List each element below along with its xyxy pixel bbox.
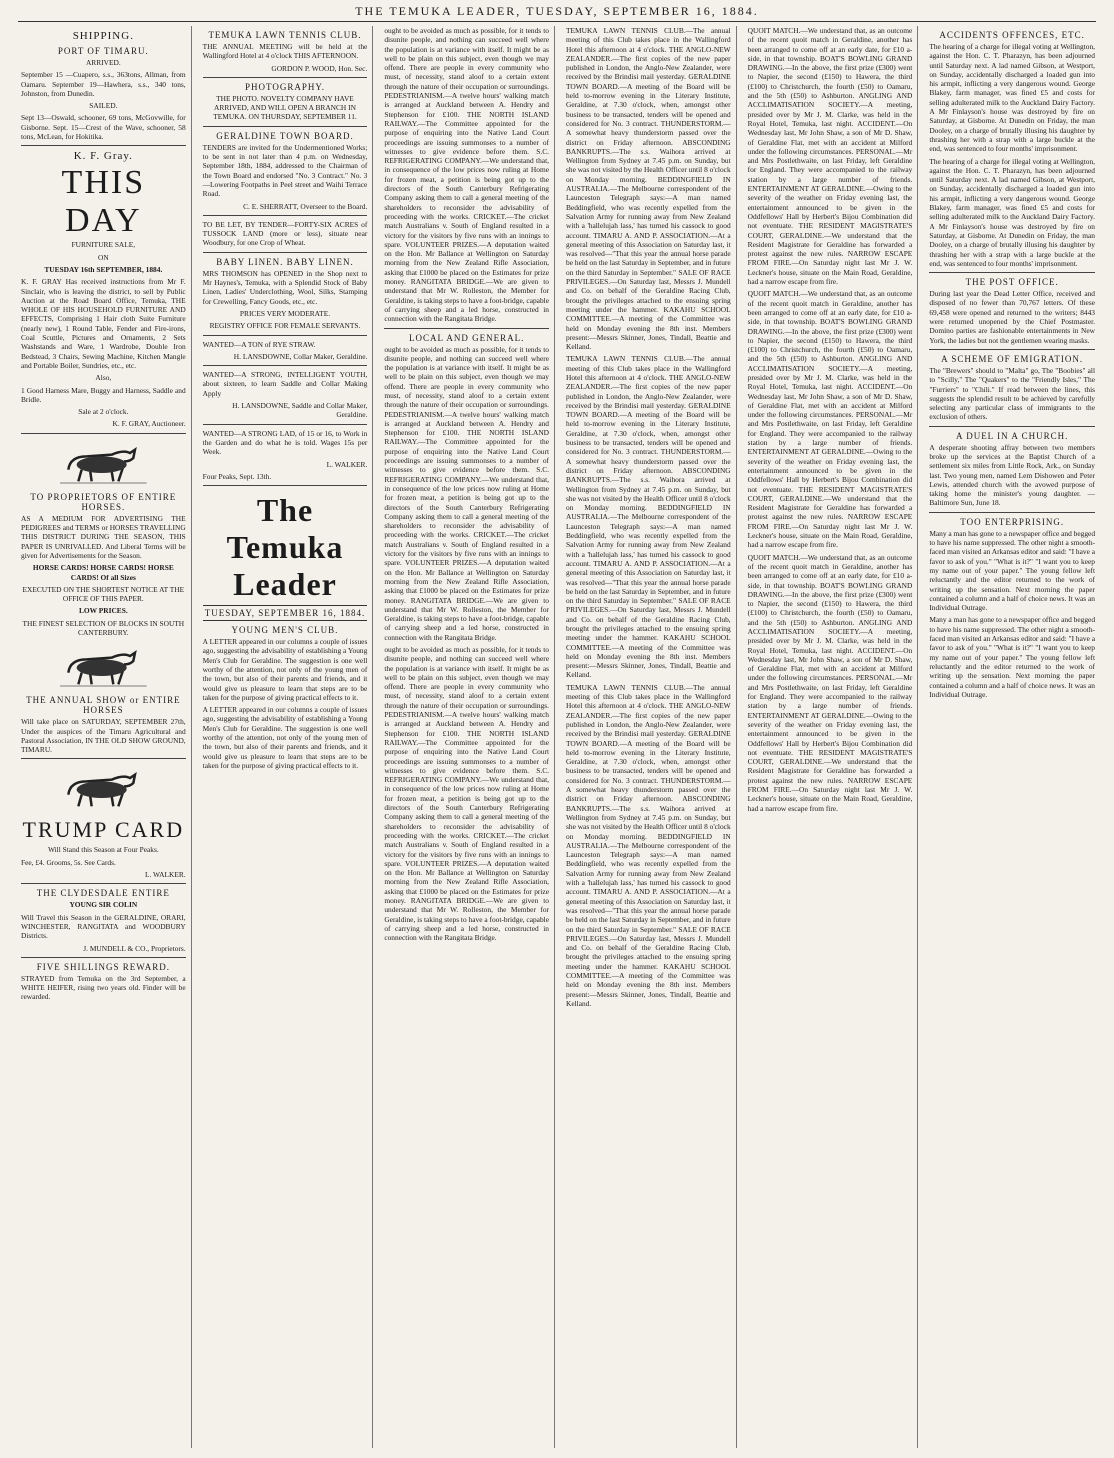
proprietors-text: AS A MEDIUM FOR ADVERTISING THE PEDIGREES and TERMS or HORSES TRAVELLING THIS DISTRICT DURING THE SEASON, THIS PAPER IS UNRIVALLED. And Liberal Terms will be given for Advertisements for the Season.: [21, 513, 186, 560]
post-office-text: During last year the Dead Letter Office, received and disposed of no fewer than 70,767 letters. Of these 69,458 were opened and returned to the writers; 8443 were returned unopened by the Chief Postmaster. Domino parties are fashionable entertainments in New York, the ladies but not the gentlemen wearing masks.: [929, 289, 1095, 345]
newspaper-columns: [16, 26, 1100, 1448]
proprietors-heading: TO PROPRIETORS OF ENTIRE HORSES.: [30, 491, 177, 512]
divider: [929, 512, 1095, 513]
divider: [929, 272, 1095, 273]
divider: [203, 77, 368, 78]
divider: [384, 328, 549, 329]
geraldine-heading: GERALDINE TOWN BOARD.: [216, 130, 354, 141]
article-text-continued: TEMUKA LAWN TENNIS CLUB.—The annual meeting of this Club takes place in the Wallingford Hotel this afternoon at 4 o'clock. THE ANGLO-NEW ZEALANDER.—The first copies of the new paper published in London, the Anglo-New Zealander, were received by the Brindisi mail yesterday. GERALDINE TOWN BOARD.—A meeting of the Board will be held to-morrow evening in the Literary Institute, Geraldine, at 7.30 o'clock, when, amongst other business to be transacted, tenders will be opened and considered for No. 3 contract. THUNDERSTORM.—A somewhat heavy thunderstorm passed over the district on Friday afternoon. ABSCONDING BANKRUPTS.—The s.s. Waihora arrived at Wellington from Sydney at 7.45 p.m. on Sunday, but she was not visited by the Health Officer until 8 o'clock on Monday morning. BEDDINGFIELD IN AUSTRALIA.—The Melbourne correspondent of the Launceston Telegraph says:—A man named Beddingfield, who was recently expelled from the Salvation Army for running away from New Zealand with a 'hallelujah lass,' has turned his cassock to good account. TIMARU A. AND P. ASSOCIATION.—At a general meeting of this Association on Saturday last, it was resolved—"That this year the annual horse parade be held on the last Saturday in September, and in future on the third Saturday in September." SALE OF RACE PRIVILEGES.—On Saturday last, Messrs J. Mundell and Co. on behalf of the Geraldine Racing Club, brought the privileges attached to the ensuing spring meeting under the hammer. KAKAHU SCHOOL COMMITTEE.—A meeting of the Committee was held on Monday evening the 8th inst. Members present:—Messrs Skinner, Jones, Tindall, Beattie and Kelland.: [566, 682, 731, 1008]
newspaper-dateline: TUESDAY, SEPTEMBER 16, 1884.: [203, 605, 368, 621]
arrived-text: September 15 —Cuapero, s.s., 363tons, Allman, from Oamaru. September 19—Hawhera, s.s., 340 tons, Johnston, from Dunedin.: [21, 70, 186, 98]
duel-text: A desperate shooting affray between two members broke up the services at the Baptist Church of a settlement six miles from Little Rock, Ark., on Sunday last. Two young men, named Lem Dishowen and Peter Lewis, attended church with the avowed purpose of taking home the minister's young daughter. —Baltimore Sun, June 18.: [929, 442, 1095, 508]
emigration-heading: A SCHEME OF EMIGRATION.: [941, 353, 1084, 364]
trump-card-heading: TRUMP CARD: [22, 817, 185, 843]
divider: [203, 365, 368, 366]
divider: [203, 215, 368, 216]
trump-signature: L. WALKER.: [144, 870, 186, 880]
sherratt-signature: C. E. SHERRATT, Overseer to the Board.: [243, 201, 368, 211]
enterprising-text: Many a man has gone to a newspaper office and begged to have his name suppressed. The other night a smooth-faced man visited an Arkansas editor and said: "I have a favor to ask of you." "What is it?" "I want you to keep my name out of your paper." The young fellow left reluctantly and the editor returned to the work of writing up the sensation. Next morning the paper contained a column and a half of choice news. It was an Individual Outrage.: [929, 528, 1096, 613]
column-2: [198, 26, 374, 1448]
this-day-heading: THIS DAY: [61, 164, 146, 240]
registry-office: REGISTRY OFFICE FOR FEMALE SERVANTS.: [209, 321, 361, 331]
young-mens-club-text: A LETTER appeared in our columns a couple of issues ago, suggesting the advisability of establishing a Young Men's Club for Geraldine. The suggestion is one well worthy of the attention, not only of the young men of the town, but also of their parents and friends, and it would give us pleasure to learn that steps are to be taken for the purpose of giving practical effects to it.: [202, 637, 368, 702]
reward-heading: FIVE SHILLINGS REWARD.: [36, 961, 170, 972]
divider: [203, 252, 368, 253]
furniture-sale-heading: FURNITURE SALE,: [71, 240, 136, 250]
divider: [929, 349, 1095, 350]
divider: [929, 426, 1095, 427]
newspaper-title: The Temuka Leader: [226, 492, 344, 603]
tennis-signature: GORDON P. WOOD, Hon. Sec.: [271, 63, 368, 73]
photography-heading: PHOTOGRAPHY.: [245, 81, 325, 92]
trump-text: Will Stand this Season at Four Peaks.: [47, 845, 159, 855]
divider: [203, 335, 368, 336]
tennis-text: THE ANNUAL MEETING will be held at the Wallingford Hotel at 4 o'clock THIS AFTERNOON.: [202, 42, 368, 61]
horse-illustration: [21, 438, 186, 488]
column-5: [743, 26, 919, 1448]
divider: [21, 433, 186, 434]
tennis-heading: TEMUKA LAWN TENNIS CLUB.: [208, 30, 362, 40]
baby-linen-text: MRS THOMSON has OPENED in the Shop next to Mr Haynes's, Temuka, with a Splendid Stock of Baby Linen, Ladies' Underclothing, Wool, Silks, Stamping for Crewelling, Fancy Goods, etc., etc.: [202, 268, 368, 306]
trump-fee: Fee, £4. Grooms, 5s. See Cards.: [21, 857, 116, 867]
sale-date: TUESDAY 16th SEPTEMBER, 1884.: [44, 264, 163, 274]
low-prices: LOW PRICES.: [78, 606, 128, 616]
horse-cards: HORSE CARDS! HORSE CARDS! HORSE CARDS! Of all Sizes: [32, 563, 174, 582]
sailed-text: Sept 13—Oswald, schooner, 69 tons, McGovwille, for Gisborne. Sept. 15—Crest of the Wave, schooner, 58 tons, McLean, for Hokitika.: [21, 113, 186, 142]
article-text-continued: ought to be avoided as much as possible, for it tends to disunite people, and nothing can succeed well where the population is at variance with itself. It might be as well to be plain on this subject, even though we may offend. There are people in every community who must, of necessity, stand aloof to a certain extent through the nature of their occupation or surroundings. PEDESTRIANISM.—A twelve hours' walking match is arranged at Auckland between A. Hendry and Stephenson for £100. THE NORTH ISLAND RAILWAY.—The Committee appointed for the purpose of enquiring into the Native Land Court proceedings are issuing summonses to a number of witnesses to give evidence before them. S.C. REFRIGERATING COMPANY.—We understand that, in consequence of the low prices now ruling at Home for frozen meat, a petition is being got up to the directors of the South Canterbury Refrigerating Company asking them to call a general meeting of the shareholders to reconsider the advisability of proceeding with the works. CRICKET.—The cricket match Australians v. South of England resulted in a victory for the visitors by five runs with an innings to spare. VOLUNTEER PRIZES.—A deputation waited on the Hon. Mr Ballance at Wellington on Saturday morning from the New Zealand Rifle Association, asking that £1000 be placed on the Estimates for prize money. RANGITATA BRIDGE.—We are given to understand that Mr W. Rolleston, the Member for Geraldine, is taking steps to have a foot-bridge, capable of carrying sheep and a led horse, constructed in connection with the Rangitata Bridge.: [384, 645, 549, 943]
article-text: QUOIT MATCH.—We understand that, as an outcome of the recent quoit match in Geraldine, another has been arranged to come off at an early date, for £10 a-side, in that township. BOAT'S BOWLING GRAND DRAWING.—In the above, the first prize (£300) went to Napier, the second (£150) to Hawera, the third (£100) to Christchurch, the fourth (£50) to Oamaru, and the 5th (£50) to Ashburton. ANGLING AND ACCLIMATISATION SOCIETY.—A meeting, presided over by Mr J. M. Clarke, was held in the Royal Hotel, Temuka, last night. ACCIDENT.—On Wednesday last, Mr John Shaw, a son of Mr D. Shaw, of Geraldine Flat, met with an accident at Milford under the following circumstances. PERSONAL.—Mr and Mrs Postlethwaite, on last Friday, left Geraldine for England. They were accompanied to the railway station by a large number of friends. ENTERTAINMENT AT GERALDINE.—Owing to the severity of the weather on Friday evening last, the entertainment announced to be given in the Oddfellows' Hall by Herbert's Bijou Combination did not eventuate. THE RESIDENT MAGISTRATE'S COURT, GERALDINE.—We understand that the Resident Magistrate for Geraldine has forwarded a protest against the new rules. NARROW ESCAPE FROM FIRE.—On Saturday night last Mr J. W. Leckner's house, situate on the Main Road, Geraldine, had a narrow escape from fire.: [747, 26, 913, 287]
prices-moderate: PRICES VERY MODERATE.: [239, 308, 331, 318]
enterprising-heading: TOO ENTERPRISING.: [960, 516, 1065, 527]
port-heading: PORT OF TIMARU.: [57, 46, 149, 56]
sale-text: K. F. GRAY Has received instructions from Mr F. Sinclair, who is leaving the district, to sell by Public Auction at the Road Board Office, Temuka, THE WHOLE OF HIS HOUSEHOLD FURNITURE AND EFFECTS, Comprising 1 Hair cloth Suite Furniture (nearly new), 1 Round Table, Fender and Fire-irons, Coal Scuttle, Pictures and Ornaments, 2 Sets Washstands and Ware, 1 Wardrobe, Double Iron Bedstead, 3 Chairs, Sewing Machine, Kitchen Mangle and Portable Boiler, Sundries, etc., etc.: [21, 277, 186, 370]
accidents-heading: ACCIDENTS OFFENCES, ETC.: [939, 30, 1085, 40]
colin-text: Will Travel this Season in the GERALDINE, ORARI, WINCHESTER, RANGITATA and WOODBURY Districts.: [21, 912, 186, 941]
local-general-heading: LOCAL AND GENERAL.: [408, 332, 525, 343]
to-let-text: TO BE LET, BY TENDER—FORTY-SIX ACRES of TUSSOCK LAND (more or less), situate near Woodbury, for one Crop of Wheat.: [202, 219, 368, 248]
divider: [21, 883, 186, 884]
divider: [21, 957, 186, 958]
shipping-heading: SHIPPING.: [72, 30, 134, 42]
accidents-text: The hearing of a charge for illegal voting at Wellington, against the Hon. C. T. Pharazyn, has been adjourned until Saturday next. A lad named Gibson, at Westport, on Sunday, accidentally discharged a loaded gun into his armpit, inflicting a very dangerous wound. George Blakey, farm manager, was fined £5 and costs for selling adulterated milk to the Auckland Dairy Factory. A Mr Finlayson's house was destroyed by fire on Saturday, at Gisborne. At Dunedin on Friday, the man Dooley, on a charge of brutally illusing his daughter by thrashing her with a strap with a large buckle at the end, was sentenced to four months' imprisonment.: [929, 42, 1095, 154]
column-1: [16, 26, 192, 1448]
tenders-text: TENDERS are invited for the Undermentioned Works; to be sent in not later than 4 p.m. on Wednesday, September 18th, 1884, addressed to the Chairman of the Town Board and endorsed "No. 3 Contract." No. 3—Lowering Footpaths in Peel street and Waihi Terrace Road.: [202, 142, 368, 199]
baby-linen-heading: BABY LINEN. BABY LINEN.: [216, 256, 354, 267]
clydesdale-heading: THE CLYDESDALE ENTIRE: [36, 888, 170, 899]
sale-time: Sale at 2 o'clock.: [78, 407, 129, 417]
young-mens-club-heading: YOUNG MEN'S CLUB.: [231, 625, 339, 636]
article-text-continued: QUOIT MATCH.—We understand that, as an outcome of the recent quoit match in Geraldine, another has been arranged to come off at an early date, for £10 a-side, in that township. BOAT'S BOWLING GRAND DRAWING.—In the above, the first prize (£300) went to Napier, the second (£150) to Hawera, the third (£100) to Christchurch, the fourth (£50) to Oamaru, and the 5th (£50) to Ashburton. ANGLING AND ACCLIMATISATION SOCIETY.—A meeting, presided over by Mr J. M. Clarke, was held in the Royal Hotel, Temuka, last night. ACCIDENT.—On Wednesday last, Mr John Shaw, a son of Mr D. Shaw, of Geraldine Flat, met with an accident at Milford under the following circumstances. PERSONAL.—Mr and Mrs Postlethwaite, on last Friday, left Geraldine for England. They were accompanied to the railway station by a large number of friends. ENTERTAINMENT AT GERALDINE.—Owing to the severity of the weather on Friday evening last, the entertainment announced to be given in the Oddfellows' Hall by Herbert's Bijou Combination did not eventuate. THE RESIDENT MAGISTRATE'S COURT, GERALDINE.—We understand that the Resident Magistrate for Geraldine has forwarded a protest against the new rules. NARROW ESCAPE FROM FIRE.—On Saturday night last Mr J. W. Leckner's house, situate on the Main Road, Geraldine, had a narrow escape from fire.: [747, 289, 913, 550]
divider: [21, 758, 186, 759]
divider: [203, 424, 368, 425]
masthead-title: THE TEMUKA LEADER, TUESDAY, SEPTEMBER 16, 1884.: [355, 4, 759, 18]
four-peaks-date: Four Peaks, Sept. 13th.: [202, 471, 272, 481]
post-office-heading: THE POST OFFICE.: [965, 277, 1059, 288]
enterprising-text-continued: Many a man has gone to a newspaper office and begged to have his name suppressed. The other night a smooth-faced man visited an Arkansas editor and said: "I have a favor to ask of you." "What is it?" "I want you to keep my name out of your paper." The young fellow left reluctantly and the editor returned to the work of writing up the sensation. Next morning the paper contained a column and a half of choice news. It was an Individual Outrage.: [929, 615, 1096, 699]
walker-signature: L. WALKER.: [326, 459, 368, 469]
column-3: [379, 26, 555, 1448]
divider: [21, 145, 186, 146]
column-6: [924, 26, 1100, 1448]
young-mens-club-text-continued: A LETTER appeared in our columns a couple of issues ago, suggesting the advisability of establishing a Young Men's Club for Geraldine. The suggestion is one well worthy of the attention, not only of the young men of the town, but also of their parents and friends, and it would give us pleasure to learn that steps are to be taken for the purpose of giving practical effects to it.: [202, 705, 368, 770]
article-text: ought to be avoided as much as possible, for it tends to disunite people, and nothing can succeed well where the population is at variance with itself. It might be as well to be plain on this subject, even though we may offend. There are people in every community who must, of necessity, stand aloof to a certain extent through the nature of their occupation or surroundings. PEDESTRIANISM.—A twelve hours' walking match is arranged at Auckland between A. Hendry and Stephenson for £100. THE NORTH ISLAND RAILWAY.—The Committee appointed for the purpose of enquiring into the Native Land Court proceedings are issuing summonses to a number of witnesses to give evidence before them. S.C. REFRIGERATING COMPANY.—We understand that, in consequence of the low prices now ruling at Home for frozen meat, a petition is being got up to the directors of the South Canterbury Refrigerating Company asking them to call a general meeting of the shareholders to reconsider the advisability of proceeding with the works. CRICKET.—The cricket match Australians v. South of England resulted in a victory for the visitors by five runs with an innings to spare. VOLUNTEER PRIZES.—A deputation waited on the Hon. Mr Ballance at Wellington on Saturday morning from the New Zealand Rifle Association, asking that £1000 be placed on the Estimates for prize money. RANGITATA BRIDGE.—We are given to understand that Mr W. Rolleston, the Member for Geraldine, is taking steps to have a foot-bridge, capable of carrying sheep and a led horse, constructed in connection with the Rangitata Bridge.: [384, 26, 549, 324]
executed-notice: EXECUTED ON THE SHORTEST NOTICE AT THE OFFICE OF THIS PAPER.: [22, 584, 185, 604]
emigration-text: The "Brewers" should to "Malta" go, The "Boobies" all to "Scilly," The "Quakers" to the "Friendly Isles," The "Furriers" to "Chili." If read between the lines, this suggests the splendid result to be achieved by carefully selecting any particular class of immigrants to the exclusion of others.: [929, 365, 1095, 422]
article-text-continued: QUOIT MATCH.—We understand that, as an outcome of the recent quoit match in Geraldine, another has been arranged to come off at an early date, for £10 a-side, in that township. BOAT'S BOWLING GRAND DRAWING.—In the above, the first prize (£300) went to Napier, the second (£150) to Hawera, the third (£100) to Christchurch, the fourth (£50) to Oamaru, and the 5th (£50) to Ashburton. ANGLING AND ACCLIMATISATION SOCIETY.—A meeting, presided over by Mr J. M. Clarke, was held in the Royal Hotel, Temuka, last night. ACCIDENT.—On Wednesday last, Mr John Shaw, a son of Mr D. Shaw, of Geraldine Flat, met with an accident at Milford under the following circumstances. PERSONAL.—Mr and Mrs Postlethwaite, on last Friday, left Geraldine for England. They were accompanied to the railway station by a large number of friends. ENTERTAINMENT AT GERALDINE.—Owing to the severity of the weather on Friday evening last, the entertainment announced to be given in the Oddfellows' Hall by Herbert's Bijou Combination did not eventuate. THE RESIDENT MAGISTRATE'S COURT, GERALDINE.—We understand that the Resident Magistrate for Geraldine has forwarded a protest against the new rules. NARROW ESCAPE FROM FIRE.—On Saturday night last Mr J. W. Leckner's house, situate on the Main Road, Geraldine, had a narrow escape from fire.: [747, 552, 913, 813]
horse-illustration: [21, 763, 186, 813]
masthead-rule: [18, 21, 1096, 22]
annual-show-text: Will take place on SATURDAY, SEPTEMBER 27th, Under the auspices of the Timaru Agricultural and Pastoral Association, IN THE OLD SHOW GROUND, TIMARU.: [21, 717, 186, 755]
horse-illustration: [21, 641, 186, 691]
article-text-continued: TEMUKA LAWN TENNIS CLUB.—The annual meeting of this Club takes place in the Wallingford Hotel this afternoon at 4 o'clock. THE ANGLO-NEW ZEALANDER.—The first copies of the new paper published in London, the Anglo-New Zealander, were received by the Brindisi mail yesterday. GERALDINE TOWN BOARD.—A meeting of the Board will be held to-morrow evening in the Literary Institute, Geraldine, at 7.30 o'clock, when, amongst other business to be transacted, tenders will be opened and considered for No. 3 contract. THUNDERSTORM.—A somewhat heavy thunderstorm passed over the district on Friday afternoon. ABSCONDING BANKRUPTS.—The s.s. Waihora arrived at Wellington from Sydney at 7.45 p.m. on Sunday, but she was not visited by the Health Officer until 8 o'clock on Monday morning. BEDDINGFIELD IN AUSTRALIA.—The Melbourne correspondent of the Launceston Telegraph says:—A man named Beddingfield, who was recently expelled from the Salvation Army for running away from New Zealand with a 'hallelujah lass,' has turned his cassock to good account. TIMARU A. AND P. ASSOCIATION.—At a general meeting of this Association on Saturday last, it was resolved—"That this year the annual horse parade be held on the last Saturday in September, and in future on the third Saturday in September." SALE OF RACE PRIVILEGES.—On Saturday last, Messrs J. Mundell and Co. on behalf of the Geraldine Racing Club, brought the privileges attached to the ensuing spring meeting under the hammer. KAKAHU SCHOOL COMMITTEE.—A meeting of the Committee was held on Monday evening the 8th inst. Members present:—Messrs Skinner, Jones, Tindall, Beattie and Kelland.: [566, 354, 731, 680]
article-text-continued: ought to be avoided as much as possible, for it tends to disunite people, and nothing can succeed well where the population is at variance with itself. It might be as well to be plain on this subject, even though we may offend. There are people in every community who must, of necessity, stand aloof to a certain extent through the nature of their occupation or surroundings. PEDESTRIANISM.—A twelve hours' walking match is arranged at Auckland between A. Hendry and Stephenson for £100. THE NORTH ISLAND RAILWAY.—The Committee appointed for the purpose of enquiring into the Native Land Court proceedings are issuing summonses to a number of witnesses to give evidence before them. S.C. REFRIGERATING COMPANY.—We understand that, in consequence of the low prices now ruling at Home for frozen meat, a petition is being got up to the directors of the South Canterbury Refrigerating Company asking them to call a general meeting of the shareholders to reconsider the advisability of proceeding with the works. CRICKET.—The cricket match Australians v. South of England resulted in a victory for the visitors by five runs with an innings to spare. VOLUNTEER PRIZES.—A deputation waited on the Hon. Mr Ballance at Wellington on Saturday morning from the New Zealand Rifle Association, asking that £1000 be placed on the Estimates for prize money. RANGITATA BRIDGE.—We are given to understand that Mr W. Rolleston, the Member for Geraldine, is taking steps to have a foot-bridge, capable of carrying sheep and a led horse, constructed in connection with the Rangitata Bridge.: [384, 344, 549, 642]
lansdowne-signature: H. LANSDOWNE, Saddle and Collar Maker, Geraldine.: [232, 401, 368, 420]
arrived-label: ARRIVED.: [85, 58, 121, 67]
column-4: [561, 26, 737, 1448]
masthead: [0, 0, 1114, 22]
also-text: 1 Good Harness Mare, Buggy and Harness, Saddle and Bridle.: [21, 385, 186, 404]
annual-show-heading: THE ANNUAL SHOW or ENTIRE HORSES: [26, 695, 181, 716]
divider: [203, 485, 368, 486]
wanted-straw: WANTED—A TON of RYE STRAW.: [202, 339, 316, 349]
finest-selection: THE FINEST SELECTION OF BLOCKS IN SOUTH CANTERBURY.: [22, 618, 185, 637]
also-label: Also,: [95, 373, 112, 383]
divider: [203, 126, 368, 127]
sailed-label: SAILED.: [89, 101, 118, 111]
duel-heading: A DUEL IN A CHURCH.: [955, 430, 1069, 441]
accidents-text-continued: The hearing of a charge for illegal voting at Wellington, against the Hon. C. T. Pharazyn, has been adjourned until Saturday next. A lad named Gibson, at Westport, on Sunday, accidentally discharged a loaded gun into his armpit, inflicting a very dangerous wound. George Blakey, farm manager, was fined £5 and costs for selling adulterated milk to the Auckland Dairy Factory. A Mr Finlayson's house was destroyed by fire on Saturday, at Gisborne. At Dunedin on Friday, the man Dooley, on a charge of brutally illusing his daughter by thrashing her with a strap with a large buckle at the end, was sentenced to four months' imprisonment.: [929, 156, 1095, 268]
wanted-lad: WANTED—A STRONG LAD, of 15 or 16, to Work in the Garden and do what he is told. Wages 15s per Week.: [202, 428, 368, 457]
wanted-youth: WANTED—A STRONG, INTELLIGENT YOUTH, about sixteen, to learn Saddle and Collar Making Apply: [202, 370, 368, 398]
on-label: ON: [97, 252, 109, 262]
sir-colin-heading: YOUNG SIR COLIN: [69, 900, 138, 910]
reward-text: STRAYED from Temuka on the 3rd September, a WHITE HEIFER, rising two years old. Finder will be rewarded.: [21, 973, 186, 1002]
lansdowne-signature: H. LANSDOWNE, Collar Maker, Geraldine.: [233, 351, 368, 361]
kf-gray-heading: K. F. Gray.: [73, 150, 133, 163]
article-text: TEMUKA LAWN TENNIS CLUB.—The annual meeting of this Club takes place in the Wallingford Hotel this afternoon at 4 o'clock. THE ANGLO-NEW ZEALANDER.—The first copies of the new paper published in London, the Anglo-New Zealander, were received by the Brindisi mail yesterday. GERALDINE TOWN BOARD.—A meeting of the Board will be held to-morrow evening in the Literary Institute, Geraldine, at 7.30 o'clock, when, amongst other business to be transacted, tenders will be opened and considered for No. 3 contract. THUNDERSTORM.—A somewhat heavy thunderstorm passed over the district on Friday afternoon. ABSCONDING BANKRUPTS.—The s.s. Waihora arrived at Wellington from Sydney at 7.45 p.m. on Sunday, but she was not visited by the Health Officer until 8 o'clock on Monday morning. BEDDINGFIELD IN AUSTRALIA.—The Melbourne correspondent of the Launceston Telegraph says:—A man named Beddingfield, who was recently expelled from the Salvation Army for running away from New Zealand with a 'hallelujah lass,' has turned his cassock to good account. TIMARU A. AND P. ASSOCIATION.—At a general meeting of this Association on Saturday last, it was resolved—"That this year the annual horse parade be held on the last Saturday in September, and in future on the third Saturday in September." SALE OF RACE PRIVILEGES.—On Saturday last, Messrs J. Mundell and Co. on behalf of the Geraldine Racing Club, brought the privileges attached to the ensuing spring meeting under the hammer. KAKAHU SCHOOL COMMITTEE.—A meeting of the Committee was held on Monday evening the 8th inst. Members present:—Messrs Skinner, Jones, Tindall, Beattie and Kelland.: [566, 26, 731, 352]
mundell-signature: J. MUNDELL & CO., Proprietors.: [83, 943, 186, 953]
photography-text: THE PHOTO. NOVELTY COMPANY HAVE ARRIVED, AND WILL OPEN A BRANCH IN TEMUKA. ON THURSDAY, SEPTEMBER 11.: [213, 93, 357, 122]
auctioneer-signature: K. F. GRAY, Auctioneer.: [112, 419, 186, 429]
